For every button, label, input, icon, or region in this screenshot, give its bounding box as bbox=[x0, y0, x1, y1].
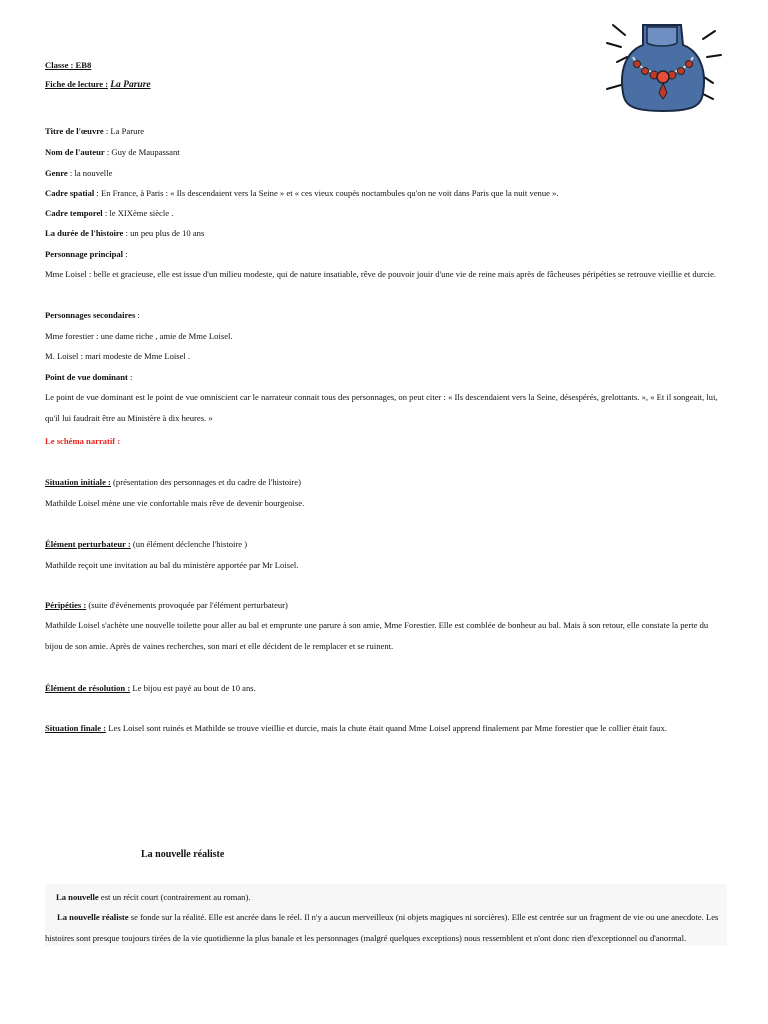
info-cadre-spatial-label: Cadre spatial bbox=[45, 188, 95, 198]
info-perso-principal bbox=[45, 249, 128, 260]
schema-heading: Le schéma narratif : bbox=[45, 436, 121, 446]
definition-p1-text: est un récit court (contrairement au roman). bbox=[98, 892, 251, 902]
info-cadre-spatial-value: : En France, à Paris : « Ils descendaient vers la Seine » et « ces vieux coupés noctambules qu'on ne voit dans Paris que la nuit venue ». bbox=[94, 188, 559, 198]
info-perso-secondaires-value: : bbox=[135, 310, 140, 320]
resolution bbox=[45, 683, 256, 694]
info-cadre-spatial bbox=[45, 188, 559, 199]
peripeties-text: Mathilde Loisel s'achète une nouvelle toilette pour aller au bal et emprunte une parure à son amie, Mme Forestier. Elle est comblée de bonheur au bal. Mais à son retour, elle constate la perte du bijou de son amie. Après de vaines recherches, son mari et elle décident de le remplacer et se ruinent. bbox=[45, 620, 709, 651]
peripeties-note: (suite d'événements provoquée par l'élément perturbateur) bbox=[86, 600, 288, 610]
situation-initiale-text: Mathilde Loisel mène une vie confortable mais rêve de devenir bourgeoise. bbox=[45, 498, 305, 508]
info-titre bbox=[45, 126, 144, 137]
peripeties bbox=[45, 600, 288, 611]
perso-secondaire-2: M. Loisel : mari modeste de Mme Loisel . bbox=[45, 351, 191, 361]
info-auteur-value: : Guy de Maupassant bbox=[104, 147, 180, 157]
resolution-label: Élément de résolution : bbox=[45, 683, 131, 693]
info-genre bbox=[45, 168, 112, 179]
fiche-title: La Parure bbox=[110, 80, 151, 90]
info-duree-value: : un peu plus de 10 ans bbox=[123, 228, 205, 238]
info-point-de-vue-value: : bbox=[127, 372, 133, 382]
peripeties-label: Péripéties : bbox=[45, 600, 87, 610]
fiche-line bbox=[45, 79, 151, 91]
info-perso-secondaires-label: Personnages secondaires bbox=[45, 310, 136, 320]
info-perso-secondaires bbox=[45, 310, 140, 321]
situation-initiale bbox=[45, 477, 301, 488]
necklace-clipart-icon bbox=[603, 17, 725, 113]
perso-secondaire-1: Mme forestier : une dame riche , amie de Mme Loisel. bbox=[45, 331, 233, 341]
element-perturbateur-note: (un élément déclenche l'histoire ) bbox=[130, 539, 248, 549]
resolution-text: Le bijou est payé au bout de 10 ans. bbox=[130, 683, 256, 693]
info-genre-label: Genre bbox=[45, 168, 68, 178]
classe-text: Classe : EB8 bbox=[45, 60, 92, 70]
situation-finale bbox=[45, 723, 667, 734]
definition-p1 bbox=[56, 892, 251, 903]
situation-finale-text: Les Loisel sont ruinés et Mathilde se trouve vieillie et durcie, mais la chute était quand Mme Loisel apprend finalement par Mme forestier que le collier était faux. bbox=[106, 723, 667, 733]
info-cadre-temporel bbox=[45, 208, 173, 219]
info-cadre-temporel-label: Cadre temporel bbox=[45, 208, 103, 218]
info-titre-value: : La Parure bbox=[103, 126, 145, 136]
definition-p2 bbox=[45, 907, 725, 949]
info-perso-principal-label: Personnage principal bbox=[45, 249, 124, 259]
element-perturbateur-label: Élément perturbateur : bbox=[45, 539, 131, 549]
info-genre-value: : la nouvelle bbox=[67, 168, 113, 178]
nouvelle-realiste-title: La nouvelle réaliste bbox=[141, 849, 225, 860]
element-perturbateur bbox=[45, 539, 247, 550]
info-duree bbox=[45, 228, 204, 239]
definition-p1-label: La nouvelle bbox=[56, 892, 99, 902]
situation-initiale-note: (présentation des personnages et du cadre de l'histoire) bbox=[110, 477, 301, 487]
situation-initiale-label: Situation initiale : bbox=[45, 477, 111, 487]
info-cadre-temporel-value: : le XIXème siècle . bbox=[102, 208, 174, 218]
info-duree-label: La durée de l'histoire bbox=[45, 228, 124, 238]
definition-p2-label: La nouvelle réaliste bbox=[57, 912, 129, 922]
info-auteur-label: Nom de l'auteur bbox=[45, 147, 105, 157]
info-perso-principal-value: : bbox=[123, 249, 128, 259]
info-point-de-vue-label: Point de vue dominant bbox=[45, 372, 128, 382]
info-titre-label: Titre de l'œuvre bbox=[45, 126, 104, 136]
perso-principal-desc: Mme Loisel : belle et gracieuse, elle est issue d'un milieu modeste, qui de nature insatiable, rêve de pouvoir jouir d'une vie de reine mais après de fâcheuses péripéties se retrouve vieillie et durcie. bbox=[45, 269, 717, 279]
fiche-label: Fiche de lecture : bbox=[45, 79, 109, 89]
info-auteur bbox=[45, 147, 180, 158]
definition-box bbox=[45, 884, 727, 946]
info-point-de-vue bbox=[45, 372, 132, 383]
classe-label bbox=[45, 60, 91, 71]
situation-finale-label: Situation finale : bbox=[45, 723, 107, 733]
element-perturbateur-text: Mathilde reçoit une invitation au bal du ministère apportée par Mr Loisel. bbox=[45, 560, 299, 570]
definition-p2-text: se fonde sur la réalité. Elle est ancrée dans le réel. Il n'y a aucun merveilleux (ni objets magiques ni sorcières). Elle est centrée sur un fragment de vie ou une anecdote. Les histoires sont presque toujours tirées de la vie quotidienne la plus banale et les personnages (malgré quelques exceptions) nous ressemblent et n'ont donc rien d'exceptionnel ou d'anormal. bbox=[45, 912, 719, 943]
point-de-vue-desc: Le point de vue dominant est le point de vue omniscient car le narrateur connait tous des personnages, on peut citer : « Ils descendaient vers la Seine, désespérés, grelottants. », « Et il songeait, lui, qu'il lui faudrait être au Ministère à dix heures. » bbox=[45, 392, 718, 423]
